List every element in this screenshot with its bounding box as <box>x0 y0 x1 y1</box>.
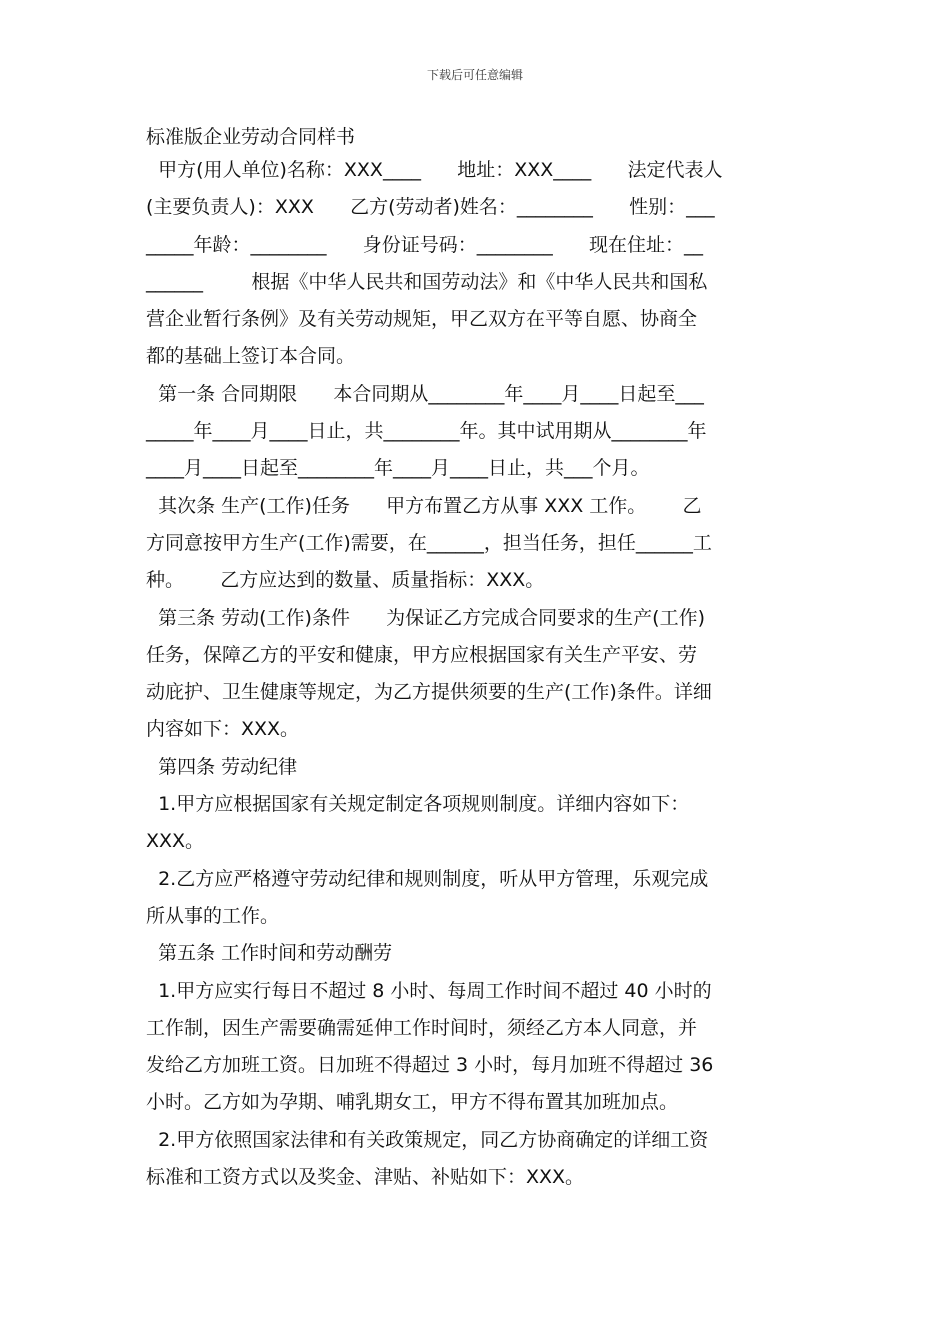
text-line: 方同意按甲方生产(工作)需要，在______，担当任务，担任______工 <box>146 531 712 554</box>
text-line: (主要负责人)：XXX 乙方(劳动者)姓名：________ 性别：___ <box>146 196 715 219</box>
text-line: ____月____日起至________年____月____日止，共___个月。 <box>146 457 650 480</box>
text-line: 标准和工资方式以及奖金、津贴、补贴如下：XXX。 <box>146 1166 585 1189</box>
text-line: 第四条 劳动纪律 <box>146 755 298 778</box>
text-line: 1.甲方应实行每日不超过 8 小时、每周工作时间不超过 40 小时的 <box>146 979 712 1002</box>
text-line: 都的基础上签订本合同。 <box>146 345 356 368</box>
text-line: 内容如下：XXX。 <box>146 718 300 741</box>
text-line: ______ 根据《中华人民共和国劳动法》和《中华人民共和国私 <box>146 270 708 293</box>
text-line: 其次条 生产(工作)任务 甲方布置乙方从事 XXX 工作。 乙 <box>146 494 702 517</box>
text-line: 1.甲方应根据国家有关规定制定各项规则制度。详细内容如下： <box>146 793 690 816</box>
text-line: 第五条 工作时间和劳动酬劳 <box>146 942 393 965</box>
page-header: 下载后可任意编辑 <box>426 68 523 82</box>
document-title: 标准版企业劳动合同样书 <box>146 126 356 148</box>
text-line: 甲方(用人单位)名称：XXX____ 地址：XXX____ 法定代表人 <box>146 159 723 181</box>
text-line: 营企业暂行条例》及有关劳动规矩，甲乙双方在平等自愿、协商全 <box>146 308 698 331</box>
text-line: XXX。 <box>146 830 205 853</box>
text-line: 第一条 合同期限 本合同期从________年____月____日起至___ <box>146 382 704 405</box>
text-line: 工作制，因生产需要确需延伸工作时间时，须经乙方本人同意，并 <box>146 1016 698 1039</box>
text-line: 第三条 劳动(工作)条件 为保证乙方完成合同要求的生产(工作) <box>146 606 706 629</box>
text-line: 任务，保障乙方的平安和健康，甲方应根据国家有关生产平安、劳 <box>146 643 698 666</box>
text-line: 所从事的工作。 <box>146 904 280 927</box>
text-line: 2.乙方应严格遵守劳动纪律和规则制度，听从甲方管理，乐观完成 <box>146 867 709 890</box>
text-line: 种。 乙方应达到的数量、质量指标：XXX。 <box>146 569 545 592</box>
text-line: _____年____月____日止，共________年。其中试用期从________年 <box>146 420 707 443</box>
text-line: 发给乙方加班工资。日加班不得超过 3 小时，每月加班不得超过 36 <box>146 1054 714 1077</box>
text-line: 小时。乙方如为孕期、哺乳期女工，甲方不得布置其加班加点。 <box>146 1091 679 1114</box>
text-line: 2.甲方依照国家法律和有关政策规定，同乙方协商确定的详细工资 <box>146 1128 709 1151</box>
text-line: 动庇护、卫生健康等规定，为乙方提供须要的生产(工作)条件。详细 <box>146 681 712 704</box>
document-body <box>146 152 808 1196</box>
text-line: _____年龄：________ 身份证号码：________ 现在住址：__ <box>146 233 703 256</box>
